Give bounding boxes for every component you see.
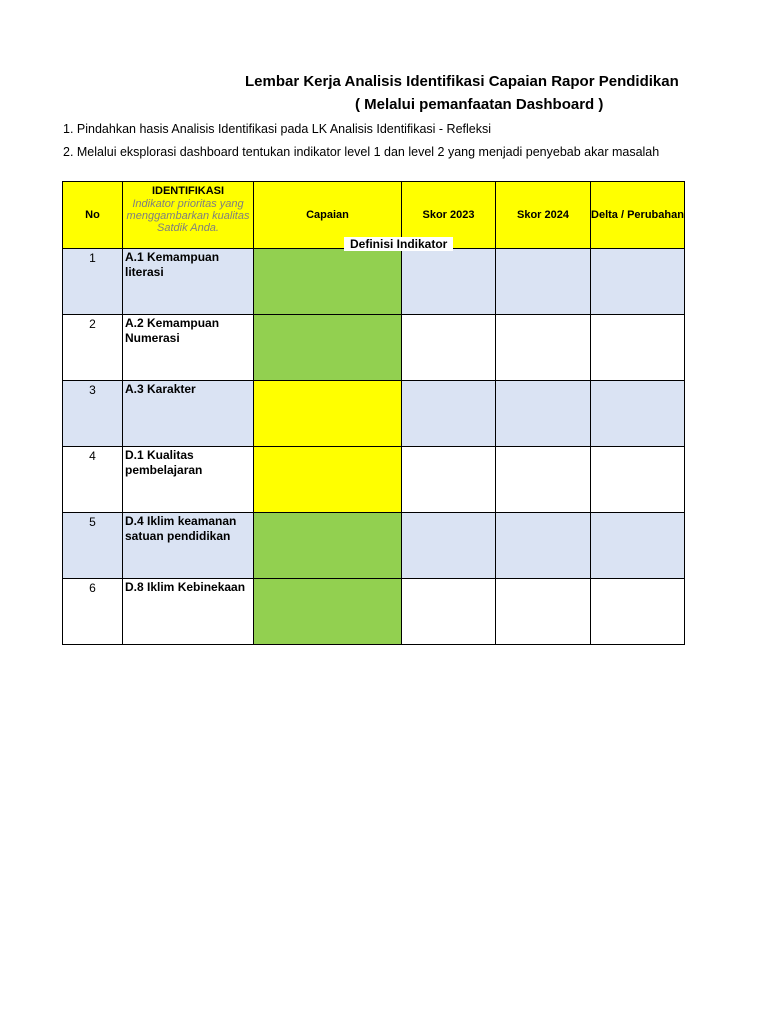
row-no: 1 [63, 249, 123, 315]
row-no: 5 [63, 513, 123, 579]
row-capaian[interactable] [254, 315, 402, 381]
row-capaian[interactable] [254, 579, 402, 645]
row-capaian[interactable] [254, 513, 402, 579]
table-row [63, 315, 685, 381]
row-no: 6 [63, 579, 123, 645]
row-indikator: D.8 Iklim Kebinekaan [123, 579, 254, 645]
table-row [63, 513, 685, 579]
row-delta[interactable] [591, 447, 685, 513]
row-capaian[interactable] [254, 249, 402, 315]
row-indikator: D.4 Iklim keamanan satuan pendidikan [123, 513, 254, 579]
title-line-1: Lembar Kerja Analisis Identifikasi Capaian Rapor Pendidikan [245, 73, 679, 90]
row-skor-2023[interactable] [402, 513, 496, 579]
header-capaian: Capaian [254, 182, 402, 249]
header-no: No [63, 182, 123, 249]
definisi-indikator-label: Definisi Indikator [344, 237, 453, 251]
row-skor-2024[interactable] [496, 381, 591, 447]
row-delta[interactable] [591, 249, 685, 315]
row-indikator: A.3 Karakter [123, 381, 254, 447]
table-row [63, 381, 685, 447]
row-capaian[interactable] [254, 381, 402, 447]
header-skor-2023: Skor 2023 [402, 182, 496, 249]
row-skor-2023[interactable] [402, 315, 496, 381]
table-row [63, 579, 685, 645]
header-delta: Delta / Perubahan [591, 182, 685, 249]
row-skor-2023[interactable] [402, 381, 496, 447]
table-row [63, 447, 685, 513]
header-identifikasi [123, 182, 254, 249]
title-line-2: ( Melalui pemanfaatan Dashboard ) [355, 96, 604, 113]
row-no: 4 [63, 447, 123, 513]
instruction-1: 1. Pindahkan hasis Analisis Identifikasi pada LK Analisis Identifikasi - Refleksi [63, 122, 492, 136]
row-skor-2024[interactable] [496, 249, 591, 315]
row-indikator: A.2 Kemampuan Numerasi [123, 315, 254, 381]
row-skor-2024[interactable] [496, 513, 591, 579]
row-skor-2023[interactable] [402, 579, 496, 645]
row-delta[interactable] [591, 315, 685, 381]
row-no: 2 [63, 315, 123, 381]
row-capaian[interactable] [254, 447, 402, 513]
header-skor-2024: Skor 2024 [496, 182, 591, 249]
row-skor-2024[interactable] [496, 447, 591, 513]
header-identifikasi-subtitle: Indikator prioritas yang menggambarkan kualitas Satdik Anda. [126, 198, 250, 234]
row-delta[interactable] [591, 381, 685, 447]
row-indikator: D.1 Kualitas pembelajaran [123, 447, 254, 513]
row-no: 3 [63, 381, 123, 447]
table-row [63, 249, 685, 315]
row-skor-2023[interactable] [402, 447, 496, 513]
row-skor-2023[interactable] [402, 249, 496, 315]
row-skor-2024[interactable] [496, 315, 591, 381]
header-identifikasi-title: IDENTIFIKASI [151, 185, 225, 197]
row-skor-2024[interactable] [496, 579, 591, 645]
row-delta[interactable] [591, 579, 685, 645]
row-indikator: A.1 Kemampuan literasi [123, 249, 254, 315]
row-delta[interactable] [591, 513, 685, 579]
table-body [63, 249, 685, 645]
instruction-2: 2. Melalui eksplorasi dashboard tentukan indikator level 1 dan level 2 yang menjadi penyebab akar masalah [63, 145, 660, 159]
